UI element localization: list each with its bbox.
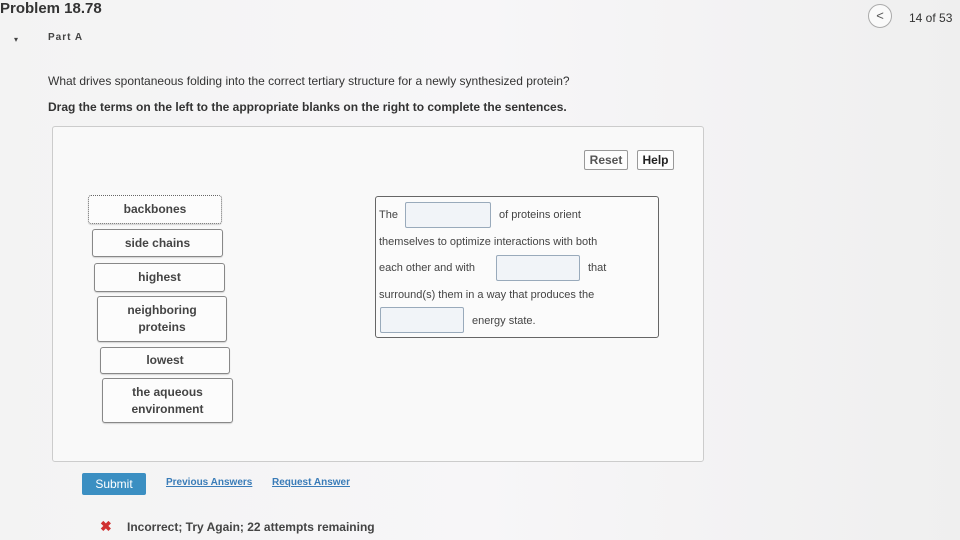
sentence-area: [375, 196, 659, 338]
x-mark-icon: ✖: [100, 518, 112, 534]
term-highest[interactable]: [94, 263, 225, 292]
term-label: backbones: [123, 202, 187, 216]
term-label-line2: proteins: [138, 320, 186, 334]
blank-1[interactable]: [405, 202, 491, 228]
help-button[interactable]: Help: [637, 150, 674, 170]
blank-3[interactable]: [380, 307, 464, 333]
term-label-line1: neighboring: [127, 303, 197, 317]
term-label-line1: the aqueous: [132, 384, 203, 399]
term-side-chains[interactable]: [92, 229, 223, 257]
term-label: side chains: [124, 235, 191, 250]
term-label: highest: [138, 270, 181, 284]
sentence-fragment: The: [379, 209, 398, 221]
sentence-fragment: that: [588, 262, 607, 274]
blank-2[interactable]: [496, 255, 580, 281]
sentence-fragment: of proteins orient: [499, 209, 581, 221]
previous-answers-link[interactable]: Previous Answers: [166, 477, 253, 488]
sentence-fragment: themselves to optimize interactions with both: [379, 236, 598, 248]
problem-title: Problem 18.78: [0, 0, 102, 17]
term-backbones[interactable]: [88, 195, 222, 224]
submit-button[interactable]: Submit: [82, 473, 146, 495]
term-neighboring-proteins[interactable]: [97, 296, 227, 342]
request-answer-link[interactable]: Request Answer: [272, 477, 350, 488]
problem-counter: 14 of 53: [909, 11, 953, 25]
sentence-fragment: surround(s) them in a way that produces the: [379, 289, 595, 301]
sentence-fragment: each other and with: [379, 262, 476, 274]
reset-button[interactable]: Reset: [584, 150, 628, 170]
term-lowest[interactable]: [100, 347, 230, 374]
caret-down-icon[interactable]: ▾: [14, 35, 19, 44]
feedback-text: Incorrect; Try Again; 22 attempts remaining: [127, 520, 375, 534]
chevron-left-icon[interactable]: <: [868, 4, 892, 28]
part-label[interactable]: Part A: [48, 32, 84, 41]
term-label: lowest: [146, 353, 184, 367]
term-label-line2: environment: [131, 401, 204, 416]
sentence-fragment: energy state.: [472, 315, 536, 327]
term-the-aqueous-environment[interactable]: [102, 378, 233, 423]
instruction-text: Drag the terms on the left to the appropriate blanks on the right to complete the sentences.: [48, 100, 567, 114]
question-text: What drives spontaneous folding into the correct tertiary structure for a newly synthesized protein?: [48, 74, 570, 88]
